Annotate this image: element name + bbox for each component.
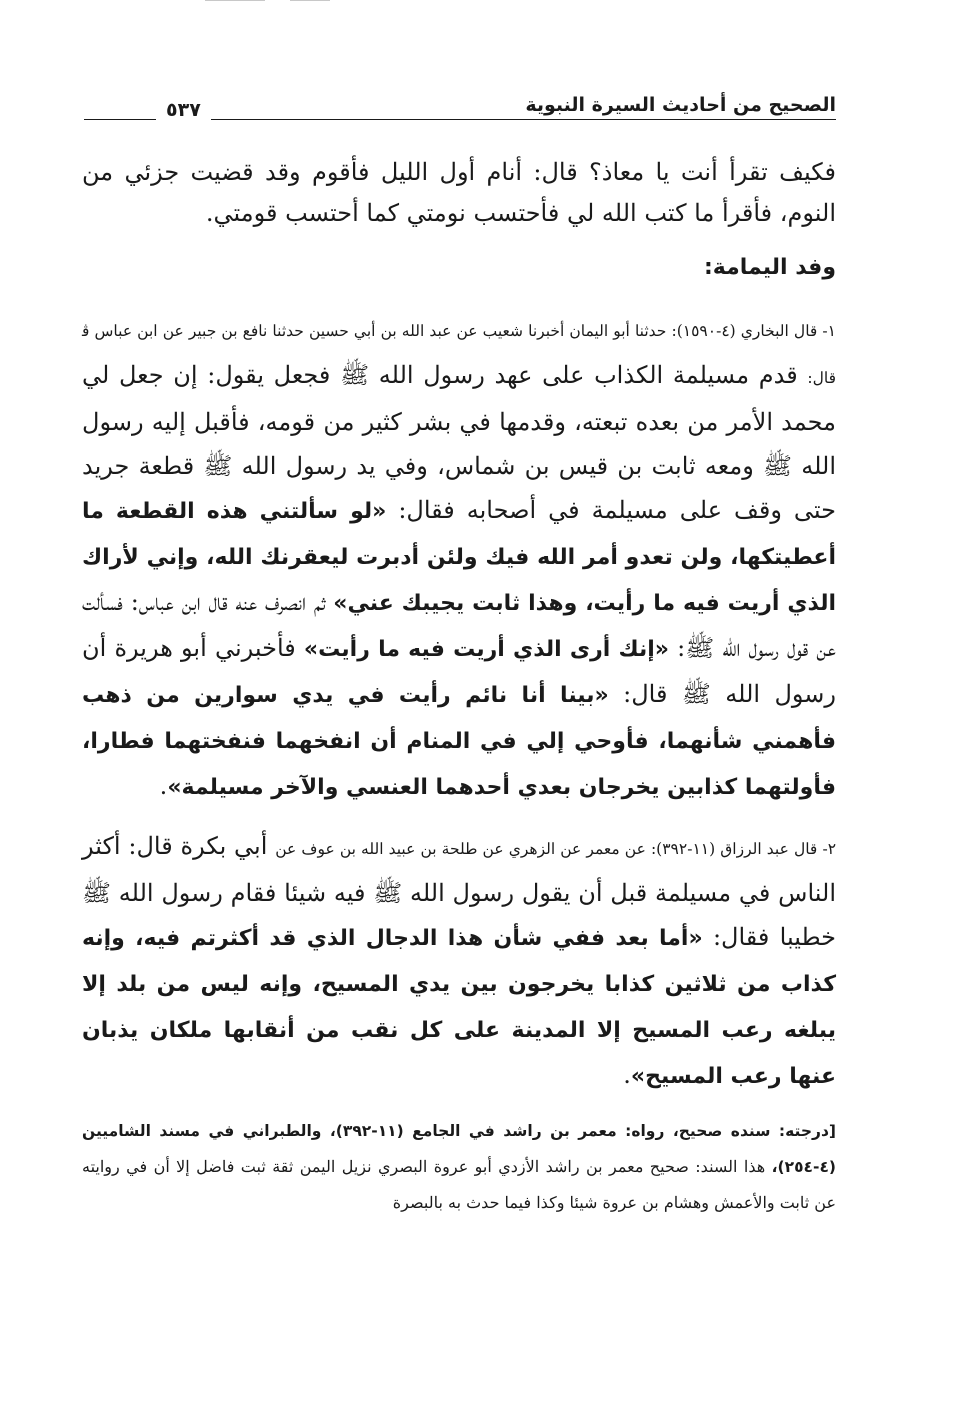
hadith-1-source: ١- قال البخاري (٤-١٥٩٠): حدثنا أبو اليمان أخبرنا شعيب عن عبد الله بن أبي حسين حدثنا نافع بن جبير عن ابن عباس ﭬ قال:: [82, 322, 836, 387]
hadith-1-text-a: قدم مسيلمة الكذاب على عهد رسول الله ﷺ فجعل يقول: إن جعل لي محمد الأمر من بعده تبعته، وقدمها في بشر كثير من قومه، فأقبل إليه رسول الله ﷺ ومعه ثابت بن قيس بن شماس، وفي يد رسول الله ﷺ قطعة جريد حتى وقف على مسيلمة في أصحابه فقال:: [82, 361, 836, 524]
hadith-2-end: .: [623, 1061, 631, 1089]
grading-note: [82, 1113, 836, 1220]
page-body: [82, 152, 836, 1236]
grading-bold: [درجته: سنده صحيح، رواه: معمر بن راشد في الجامع (١١-٣٩٢)، والطبراني في مسند الشاميين (٤-٢٥٤)،: [82, 1122, 836, 1176]
intro-paragraph: فكيف تقرأ أنت يا معاذ؟ قال: أنام أول الليل فأقوم وقد قضيت جزئي من النوم، فأقرأ ما كتب الله لي فأحتسب نومتي كما أحتسب قومتي.: [82, 158, 836, 227]
hadith-1-end: .: [159, 772, 168, 800]
page-number: ٥٣٧: [156, 101, 211, 120]
scan-mark-left: [205, 0, 265, 1]
hadith-1-quote-a: «لو سألتني هذه القطعة ما أعطيتكها، ولن تعدو أمر الله فيك ولئن أدبرت ليعقرنك الله، وإني لأراك الذي أريت فيه ما رأيت، وهذا ثابت يجيبك عني»: [82, 499, 836, 616]
section-heading: وفد اليمامة:: [704, 255, 836, 280]
hadith-1-quote-b: «إنك أرى الذي أريت فيه ما رأيت»: [303, 637, 669, 662]
grading-text: هذا السند: صحيح معمر بن راشد الأزدي أبو عروة البصري نزيل اليمن ثقة ثبت فاضل إلا أن في روايته عن ثابت والأعمش وهشام بن عروة شيئا وكذا فيما حدث به بالبصرة: [82, 1157, 836, 1212]
hadith-1-text-b: ثم انصرف عنه قال ابن عباس: فسألت عن قول رسول الله ﷺ:: [82, 588, 836, 662]
hadith-2: [82, 824, 836, 1099]
scan-mark-right: [290, 0, 330, 1]
running-header: [84, 86, 836, 126]
hadith-1-quote-c: «بينا أنا نائم رأيت في يدي سوارين من ذهب فأهمني شأنهما، فأوحي إلي في المنام أن انفخهما فنفختهما فطارا، فأولتهما كذابين يخرجان بعدي أحدهما العنسي والآخر مسيلمة»: [82, 683, 836, 800]
hadith-2-quote-a: «أما بعد ففي شأن هذا الدجال الذي قد أكثرتم فيه، وإنه كذاب من ثلاثين كذابا يخرجون بين يدي المسيح، وإنه ليس من بلد إلا يبلغه رعب المسيح إلا المدينة على كل نقب من أنقابها ملكان يذبان عنها رعب المسيح»: [82, 926, 836, 1089]
hadith-2-source: ٢- قال عبد الرزاق (١١-٣٩٢): عن معمر عن الزهري عن طلحة بن عبيد الله بن عوف عن: [275, 840, 837, 858]
running-title: الصحيح من أحاديث السيرة النبوية: [515, 94, 836, 116]
hadith-2-text-a: أبي بكرة قال: أكثر الناس في مسيلمة قبل أن يقول رسول الله ﷺ فيه شيئا فقام رسول الله ﷺ خطيبا فقال:: [82, 832, 836, 951]
hadith-1: [82, 306, 836, 810]
hadith-1-text-c: فأخبرني أبو هريرة أن رسول الله ﷺ قال:: [82, 634, 836, 708]
